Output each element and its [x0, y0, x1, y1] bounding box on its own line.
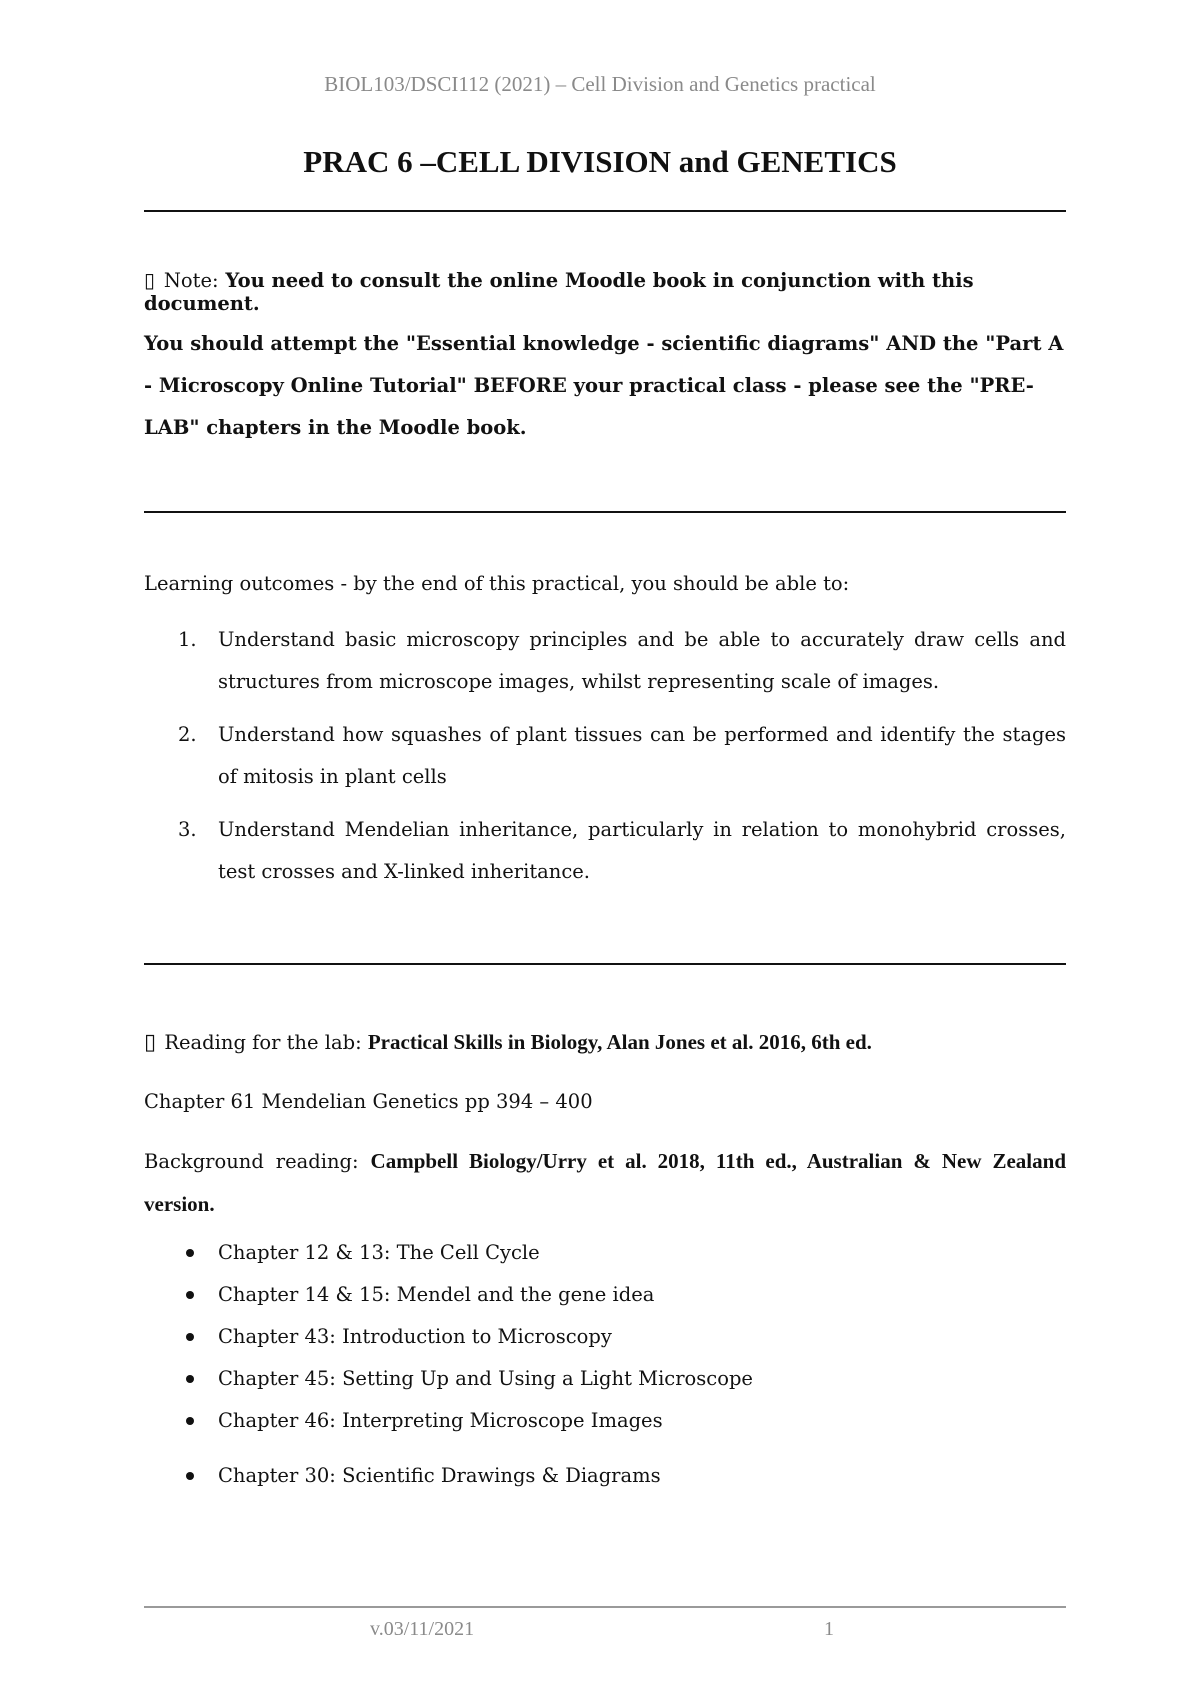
chapter-text: Chapter 14 & 15: Mendel and the gene idea — [218, 1283, 655, 1306]
page-number: 1 — [824, 1618, 834, 1640]
reading-label: Reading for the lab: — [164, 1031, 362, 1054]
chapter-list — [144, 1232, 1066, 1497]
bullet-icon — [186, 1333, 194, 1341]
divider — [144, 511, 1066, 513]
list-item — [144, 1316, 1066, 1358]
chapter-text: Chapter 46: Interpreting Microscope Images — [218, 1409, 663, 1432]
divider — [144, 963, 1066, 965]
note-label: Note: — [163, 269, 219, 292]
outcome-text: Understand basic microscopy principles and be able to accurately draw cells and structures from microscope images, whilst representing scale of images. — [218, 628, 1066, 693]
bullet-icon — [186, 1291, 194, 1299]
chapter-text: Chapter 43: Introduction to Microscopy — [218, 1325, 612, 1348]
divider — [144, 210, 1066, 212]
list-item — [144, 809, 1066, 893]
list-number: 3. — [178, 818, 197, 841]
note-paragraph — [144, 268, 1066, 315]
bullet-icon — [186, 1472, 194, 1480]
prelab-paragraph: You should attempt the "Essential knowledge - scientific diagrams" AND the "Part A - Microscopy Online Tutorial" BEFORE your practical class - please see the "PRE-LAB" chapters in the Moodle book. — [144, 332, 1064, 439]
running-header: BIOL103/DSCI112 (2021) – Cell Division and Genetics practical — [324, 72, 876, 96]
outcome-text: Understand how squashes of plant tissues can be performed and identify the stages of mitosis in plant cells — [218, 723, 1066, 788]
list-item — [144, 1274, 1066, 1316]
learning-outcomes-list — [144, 619, 1066, 893]
reading-book: Practical Skills in Biology, Alan Jones et al. 2016, 6th ed. — [367, 1030, 872, 1054]
chapter-text: Chapter 12 & 13: The Cell Cycle — [218, 1241, 540, 1264]
reading-chapter: Chapter 61 Mendelian Genetics pp 394 – 400 — [144, 1090, 593, 1113]
book-icon: ▯ — [144, 1030, 157, 1055]
background-label: Background reading: — [144, 1150, 359, 1173]
footer-divider — [144, 1606, 1066, 1608]
background-reading-paragraph — [144, 1140, 1066, 1226]
list-item — [144, 1400, 1066, 1442]
chapter-text: Chapter 45: Setting Up and Using a Light Microscope — [218, 1367, 753, 1390]
list-item — [144, 1232, 1066, 1274]
version-label: v.03/11/2021 — [370, 1618, 475, 1640]
list-item — [144, 619, 1066, 703]
chapter-text: Chapter 30: Scientific Drawings & Diagrams — [218, 1464, 661, 1487]
bullet-icon — [186, 1375, 194, 1383]
learning-outcomes-intro: Learning outcomes - by the end of this practical, you should be able to: — [144, 572, 850, 595]
note-text: You need to consult the online Moodle book in conjunction with this document. — [144, 269, 974, 315]
list-number: 2. — [178, 723, 197, 746]
bullet-icon — [186, 1249, 194, 1257]
list-item — [144, 1455, 1066, 1497]
list-number: 1. — [178, 628, 197, 651]
page-title: PRAC 6 –CELL DIVISION and GENETICS — [303, 144, 897, 179]
background-book: Campbell Biology/Urry et al. 2018, 11th ed., Australian & New Zealand version. — [144, 1149, 1066, 1216]
list-item — [144, 714, 1066, 798]
outcome-text: Understand Mendelian inheritance, particularly in relation to monohybrid crosses, test crosses and X-linked inheritance. — [218, 818, 1066, 883]
note-icon: ▯ — [144, 268, 156, 292]
bullet-icon — [186, 1417, 194, 1425]
reading-paragraph — [144, 1030, 1066, 1055]
list-item — [144, 1358, 1066, 1400]
